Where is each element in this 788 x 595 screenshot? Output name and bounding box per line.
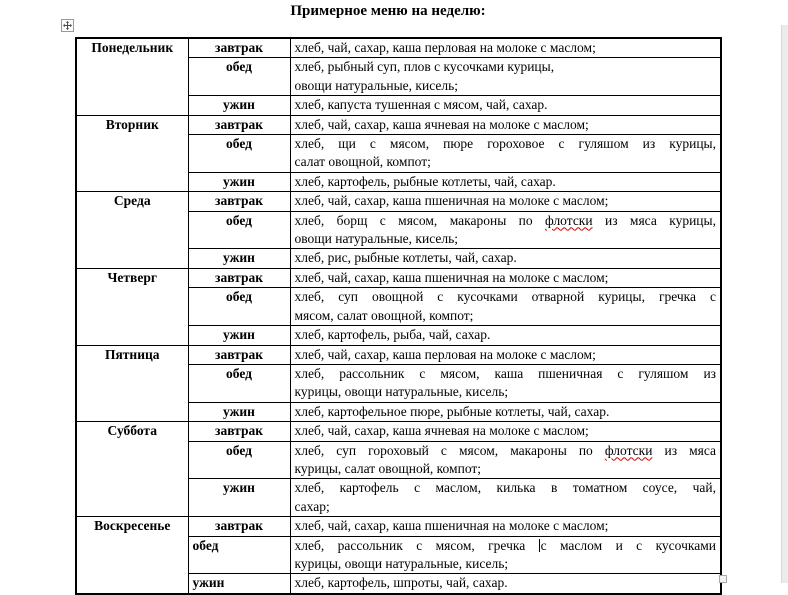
menu-line: курицы, овощи натуральные, кисель;: [294, 384, 509, 400]
menu-cell[interactable]: [290, 115, 721, 134]
menu-cell[interactable]: [290, 402, 721, 421]
day-cell[interactable]: Вторник: [76, 115, 188, 192]
move-arrows-icon: [63, 21, 72, 30]
meal-cell[interactable]: обед: [188, 135, 290, 173]
menu-line: хлеб, рыбный суп, плов с кусочками курицы,: [294, 59, 555, 75]
meal-cell[interactable]: ужин: [188, 172, 290, 191]
menu-cell[interactable]: [290, 249, 721, 268]
text-caret: [539, 539, 540, 552]
menu-line: хлеб, чай, сахар, каша ячневая на молоке с маслом;: [294, 116, 589, 132]
menu-cell[interactable]: [290, 58, 721, 96]
table-row: [76, 345, 721, 364]
meal-cell[interactable]: обед: [188, 536, 290, 574]
meal-cell[interactable]: завтрак: [188, 115, 290, 134]
menu-line: хлеб, картофель, рыбные котлеты, чай, сахар.: [294, 173, 556, 189]
menu-line: мясом, салат овощной, компот;: [294, 307, 474, 323]
menu-line: курицы, овощи натуральные, кисель;: [294, 555, 509, 571]
menu-line: хлеб, картофель, рыба, чай, сахар.: [294, 327, 491, 343]
menu-line: хлеб, рис, рыбные котлеты, чай, сахар.: [294, 250, 517, 266]
table-move-handle[interactable]: [61, 19, 74, 32]
menu-cell[interactable]: [290, 96, 721, 115]
menu-line: хлеб, картофель, шпроты, чай, сахар.: [294, 575, 508, 591]
menu-line: хлеб, борщ с мясом, макароны по флотски из мяса курицы,: [294, 212, 716, 228]
table-row: [76, 422, 721, 441]
meal-cell[interactable]: завтрак: [188, 345, 290, 364]
meal-cell[interactable]: обед: [188, 364, 290, 402]
vertical-scrollbar[interactable]: [781, 25, 788, 583]
menu-cell[interactable]: [290, 536, 721, 574]
menu-cell[interactable]: [290, 517, 721, 536]
menu-cell[interactable]: [290, 38, 721, 58]
menu-cell[interactable]: [290, 422, 721, 441]
menu-cell[interactable]: [290, 288, 721, 326]
menu-cell[interactable]: [290, 345, 721, 364]
spellcheck-squiggle: флотски: [604, 442, 653, 458]
table-row: [76, 192, 721, 211]
meal-cell[interactable]: обед: [188, 288, 290, 326]
day-cell[interactable]: Среда: [76, 192, 188, 269]
menu-line: хлеб, суп овощной с кусочками отварной курицы, гречка с: [294, 289, 716, 305]
menu-cell[interactable]: [290, 441, 721, 479]
table-resize-handle[interactable]: [719, 575, 727, 583]
menu-cell[interactable]: [290, 211, 721, 249]
day-cell[interactable]: Четверг: [76, 268, 188, 345]
menu-line: хлеб, чай, сахар, каша пшеничная на молоке с маслом;: [294, 518, 609, 534]
menu-cell[interactable]: [290, 172, 721, 191]
meal-cell[interactable]: ужин: [188, 326, 290, 345]
menu-line: хлеб, капуста тушенная с мясом, чай, сахар.: [294, 97, 548, 113]
day-cell[interactable]: Понедельник: [76, 38, 188, 115]
meal-cell[interactable]: ужин: [188, 249, 290, 268]
meal-cell[interactable]: обед: [188, 211, 290, 249]
spellcheck-squiggle: флотски: [545, 212, 593, 228]
table-row: [76, 115, 721, 134]
day-cell[interactable]: Суббота: [76, 422, 188, 517]
menu-line: хлеб, рассольник с мясом, гречка с маслом и с кусочками: [294, 537, 716, 553]
menu-cell[interactable]: [290, 192, 721, 211]
table-row: [76, 517, 721, 536]
menu-line: хлеб, чай, сахар, каша перловая на молоке с маслом;: [294, 40, 596, 55]
menu-line: хлеб, чай, сахар, каша перловая на молоке с маслом;: [294, 346, 596, 362]
menu-table-body: [76, 38, 721, 594]
menu-line: хлеб, чай, сахар, каша пшеничная на молоке с маслом;: [294, 193, 609, 209]
meal-cell[interactable]: завтрак: [188, 268, 290, 287]
menu-line: сахар;: [294, 498, 330, 514]
menu-cell[interactable]: [290, 479, 721, 517]
menu-cell[interactable]: [290, 135, 721, 173]
meal-cell[interactable]: ужин: [188, 479, 290, 517]
menu-line: хлеб, картофель с маслом, килька в томатном соусе, чай,: [294, 480, 716, 496]
menu-cell[interactable]: [290, 364, 721, 402]
menu-line: курицы, салат овощной, компот;: [294, 460, 482, 476]
day-cell[interactable]: Пятница: [76, 345, 188, 422]
menu-line: хлеб, рассольник с мясом, каша пшеничная с гуляшом из: [294, 365, 716, 381]
page-title[interactable]: Примерное меню на неделю:: [290, 3, 486, 19]
menu-line: салат овощной, компот;: [294, 154, 431, 170]
meal-cell[interactable]: обед: [188, 441, 290, 479]
menu-line: хлеб, картофельное пюре, рыбные котлеты, чай, сахар.: [294, 403, 610, 419]
menu-table: [75, 37, 722, 595]
meal-cell[interactable]: завтрак: [188, 422, 290, 441]
meal-cell[interactable]: ужин: [188, 96, 290, 115]
menu-line: хлеб, чай, сахар, каша ячневая на молоке с маслом;: [294, 423, 589, 439]
menu-line: хлеб, чай, сахар, каша пшеничная на молоке с маслом;: [294, 269, 609, 285]
menu-cell[interactable]: [290, 268, 721, 287]
meal-cell[interactable]: завтрак: [188, 192, 290, 211]
table-row: [76, 38, 721, 58]
meal-cell[interactable]: ужин: [188, 402, 290, 421]
menu-cell[interactable]: [290, 574, 721, 594]
menu-line: овощи натуральные, кисель;: [294, 231, 458, 247]
meal-cell[interactable]: ужин: [188, 574, 290, 594]
menu-cell[interactable]: [290, 326, 721, 345]
menu-line: хлеб, щи с мясом, пюре гороховое с гуляшом из курицы,: [294, 136, 716, 152]
meal-cell[interactable]: завтрак: [188, 38, 290, 58]
menu-line: овощи натуральные, кисель;: [294, 77, 458, 93]
meal-cell[interactable]: обед: [188, 58, 290, 96]
day-cell[interactable]: Воскресенье: [76, 517, 188, 594]
table-row: [76, 268, 721, 287]
menu-line: хлеб, суп гороховый с мясом, макароны по флотски из мяса: [294, 442, 716, 458]
meal-cell[interactable]: завтрак: [188, 517, 290, 536]
